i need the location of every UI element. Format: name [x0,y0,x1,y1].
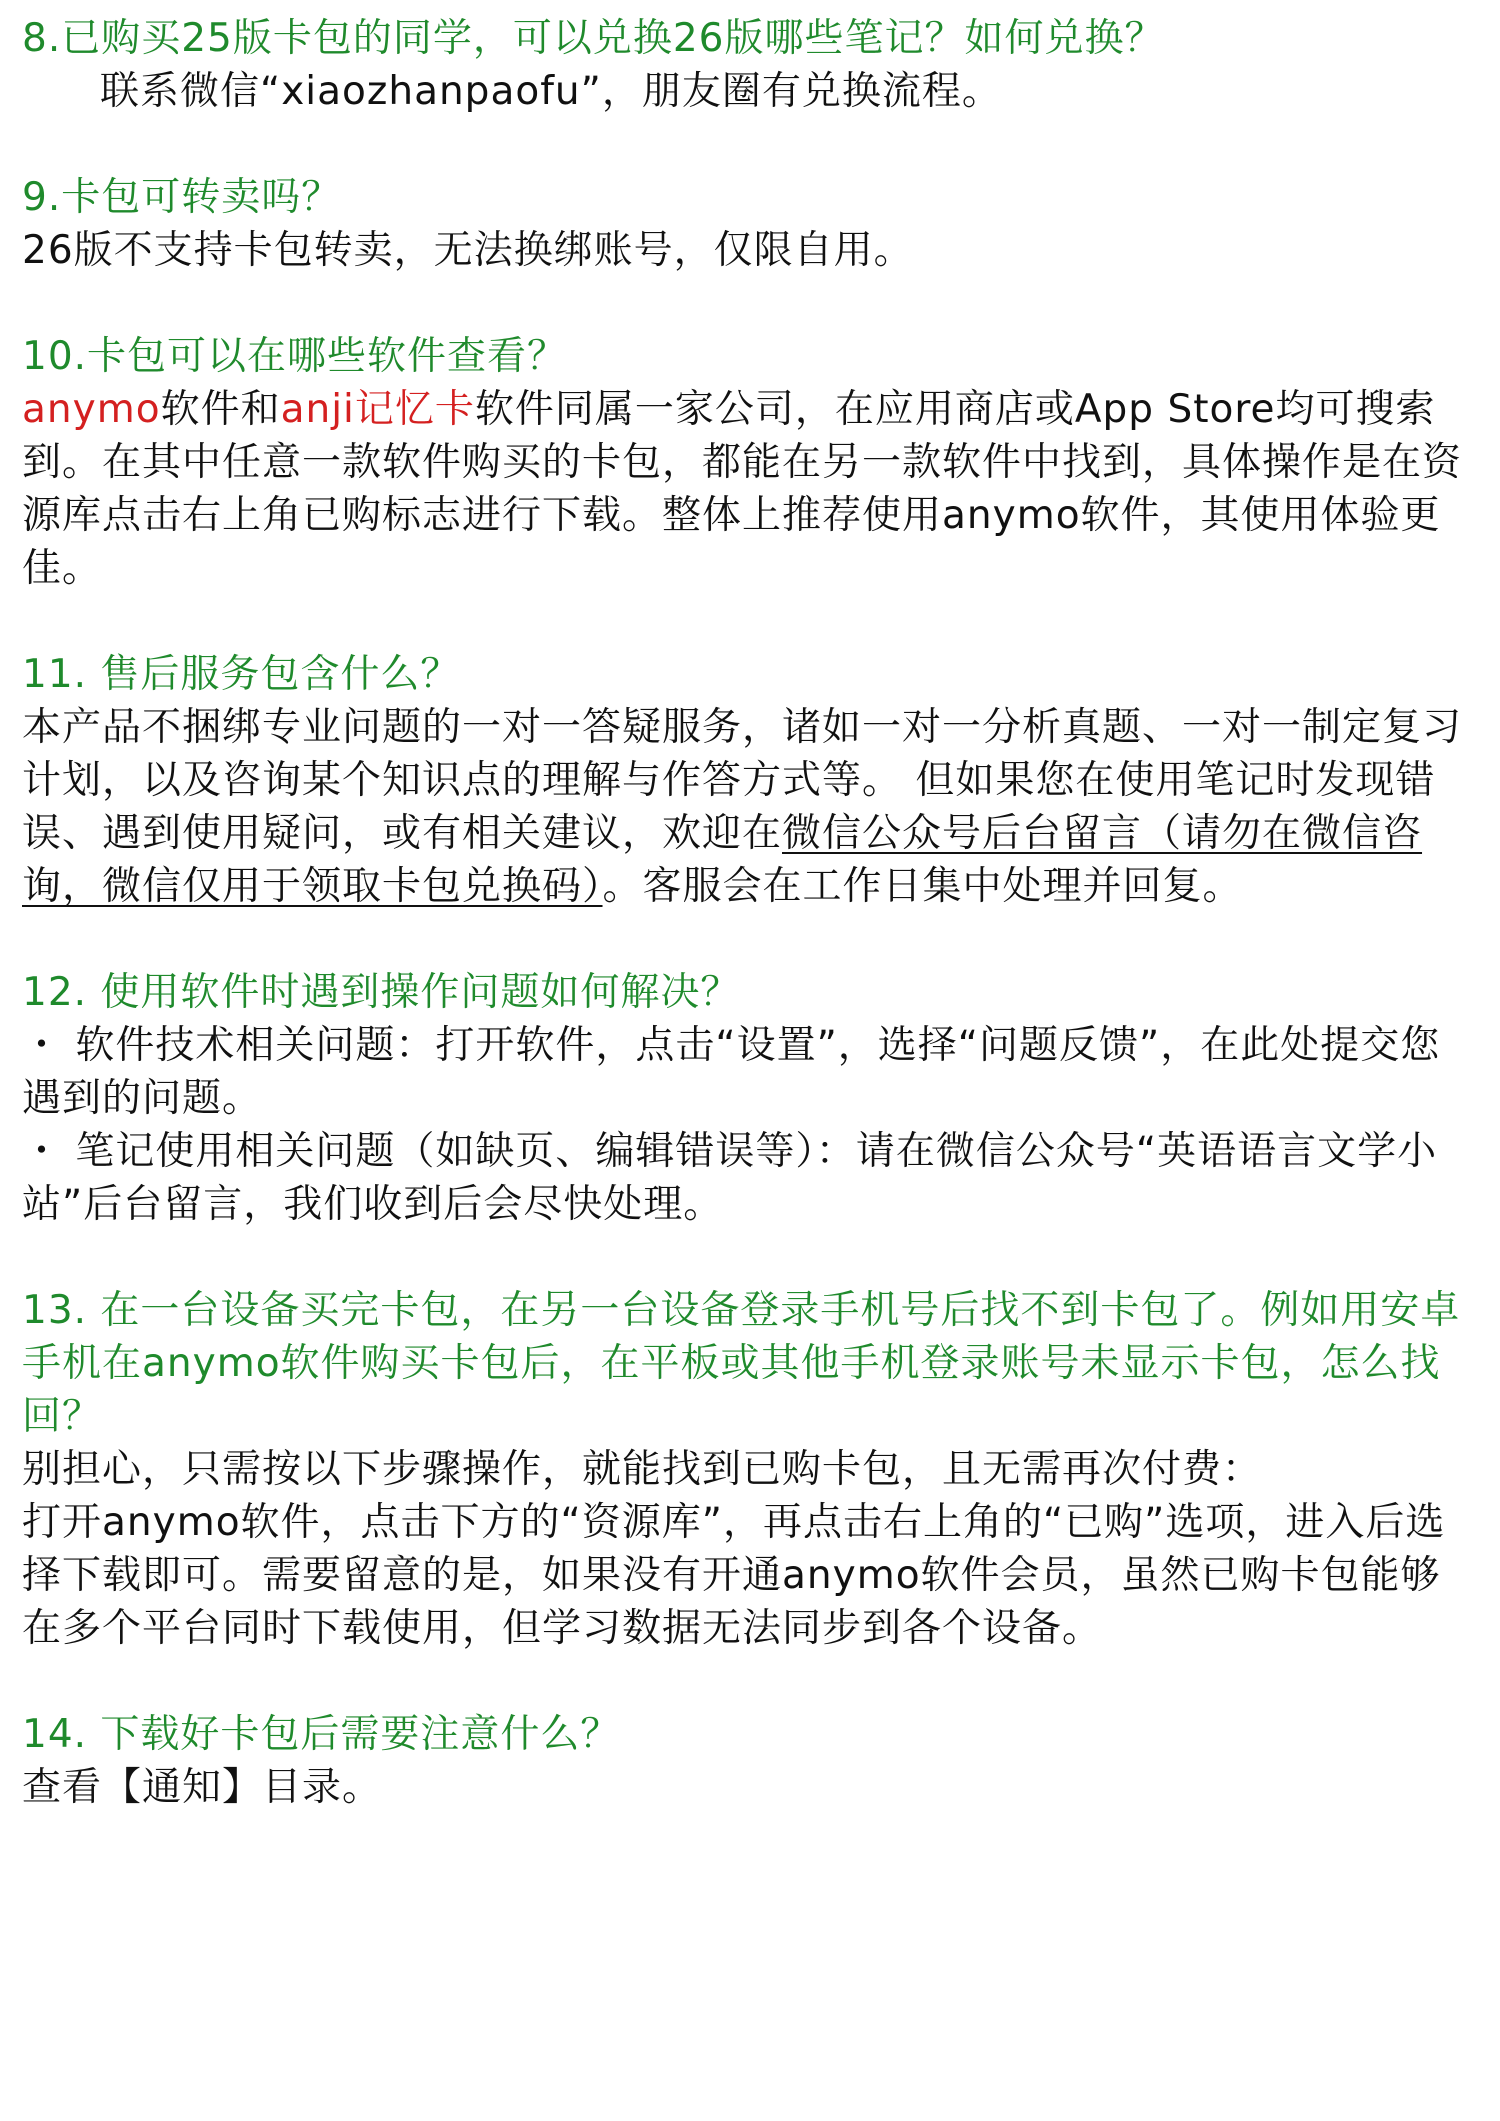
answer-text: 软件同属一家公司，在应用商店或App Store均可搜索到。在其中任意一款软件购买的卡包，都能在另一款软件中找到，具体操作是在资源库点击右上角已购标志进行下载。整体上推荐使用anymo软件，其使用体验更佳。 [22,387,1463,591]
faq-item-14 [22,1708,1472,1814]
spacer [22,118,1472,171]
faq-answer-12-bullet-1: ・ 软件技术相关问题：打开软件，点击“设置”，选择“问题反馈”，在此处提交您遇到的问题。 [22,1023,1441,1121]
spacer [22,277,1472,330]
faq-question-12: 12. 使用软件时遇到操作问题如何解决？ [22,970,741,1015]
app-name-anji: anji记忆卡 [280,387,475,432]
faq-answer-13-line-1: 别担心，只需按以下步骤操作，就能找到已购卡包，且无需再次付费： [22,1447,1263,1492]
underlined-note: 微信公众号后台留言（请勿在微信咨询，微信仅用于领取卡包兑换码） [22,811,1423,909]
faq-answer-10 [22,383,1472,595]
spacer [22,595,1472,648]
faq-answer-9: 26版不支持卡包转卖，无法换绑账号，仅限自用。 [22,228,914,273]
faq-item-8 [22,12,1472,118]
faq-question-9: 9.卡包可转卖吗？ [22,175,342,220]
faq-question-10: 10.卡包可以在哪些软件查看？ [22,334,568,379]
answer-text: 。客服会在工作日集中处理并回复。 [602,864,1243,909]
spacer [22,1655,1472,1708]
faq-item-10 [22,330,1472,595]
faq-item-12 [22,966,1472,1231]
faq-item-11 [22,648,1472,913]
faq-question-11: 11. 售后服务包含什么？ [22,652,461,697]
faq-answer-8: 联系微信“xiaozhanpaofu”，朋友圈有兑换流程。 [100,69,1002,114]
faq-answer-14: 查看【通知】目录。 [22,1765,383,1810]
faq-question-8: 8.已购买25版卡包的同学，可以兑换26版哪些笔记？如何兑换？ [22,16,1165,61]
faq-answer-12-bullet-2: ・ 笔记使用相关问题（如缺页、编辑错误等）：请在微信公众号“英语语言文学小站”后台留言，我们收到后会尽快处理。 [22,1129,1438,1227]
answer-text: 本产品不捆绑专业问题的一对一答疑服务，诸如一对一分析真题、一对一制定复习计划，以及咨询某个知识点的理解与作答方式等。 但如果您在使用笔记时发现错误、遇到使用疑问，或有相关建议，欢迎在 [22,705,1463,856]
faq-question-14: 14. 下载好卡包后需要注意什么？ [22,1712,621,1757]
app-name-anymo: anymo [22,387,161,432]
faq-answer-13-line-2: 打开anymo软件，点击下方的“资源库”，再点击右上角的“已购”选项，进入后选择下载即可。需要留意的是，如果没有开通anymo软件会员，虽然已购卡包能够在多个平台同时下载使用，但学习数据无法同步到各个设备。 [22,1500,1446,1651]
answer-text: 软件和 [160,387,281,432]
faq-item-13 [22,1284,1472,1655]
faq-answer-11 [22,701,1472,913]
spacer [22,913,1472,966]
faq-question-13: 13. 在一台设备买完卡包，在另一台设备登录手机号后找不到卡包了。例如用安卓手机在anymo软件购买卡包后，在平板或其他手机登录账号未显示卡包，怎么找回？ [22,1288,1461,1439]
faq-item-9 [22,171,1472,277]
spacer [22,1231,1472,1284]
